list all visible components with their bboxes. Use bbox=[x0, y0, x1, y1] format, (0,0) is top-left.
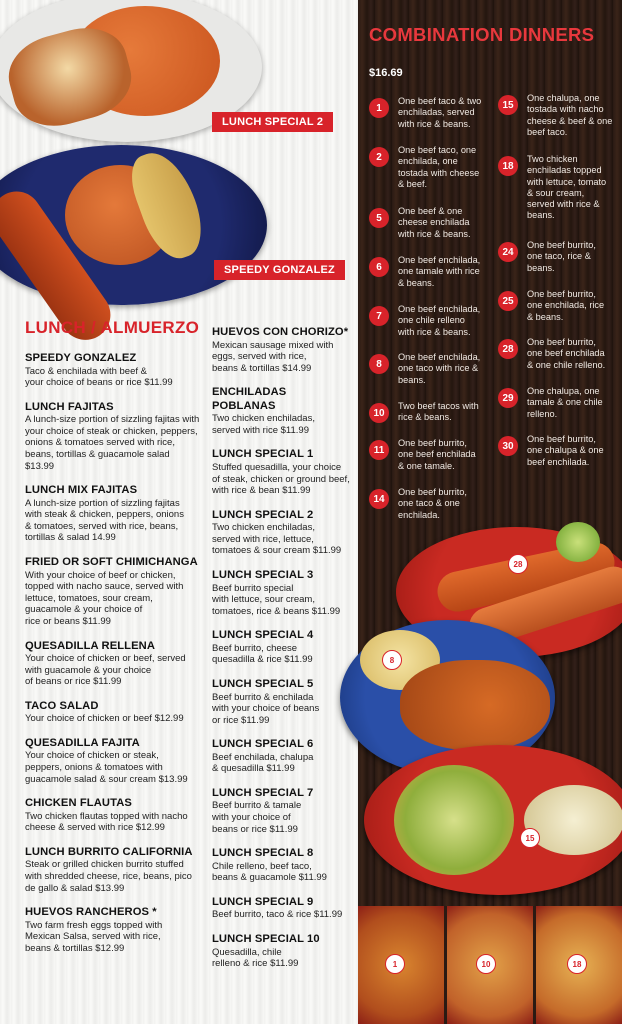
menu-item-desc: Two chicken enchiladas, served with rice, lettuce, tomatoes & sour cream $11.99 bbox=[212, 522, 342, 557]
combo-desc: One beef burrito, one taco, rice & beans. bbox=[527, 240, 596, 273]
combo-number-badge: 7 bbox=[369, 306, 389, 326]
menu-item-desc: Taco & enchilada with beef & your choice of beans or rice $11.99 bbox=[25, 365, 173, 389]
menu-item bbox=[25, 401, 205, 472]
combo-desc: One beef taco, one enchilada, one tostada with cheese & beef. bbox=[398, 145, 480, 189]
menu-item-desc: Beef burrito special with lettuce, sour cream, tomatoes, rice & beans $11.99 bbox=[212, 582, 341, 617]
combo-number-badge: 2 bbox=[369, 147, 389, 167]
combo-number-badge: 30 bbox=[498, 436, 518, 456]
combo-item bbox=[369, 487, 467, 521]
photo-number-tag: 10 bbox=[476, 954, 496, 974]
menu-item bbox=[25, 906, 205, 954]
combo-number-badge: 11 bbox=[369, 440, 389, 460]
combination-title: COMBINATION DINNERS bbox=[369, 24, 595, 45]
menu-item-name: LUNCH SPECIAL 1 bbox=[212, 448, 314, 461]
combo-desc: Two chicken enchiladas topped with lettuce, tomato & sour cream, served with rice & beans. bbox=[527, 154, 607, 221]
enchilada-food bbox=[400, 660, 550, 750]
combo-desc: One chalupa, one tostada with nacho cheese & beef & one beef taco. bbox=[527, 93, 613, 137]
combo-item bbox=[369, 96, 481, 130]
menu-item bbox=[25, 484, 205, 544]
combo-desc: One beef enchilada, one chile relleno with rice & beans. bbox=[398, 304, 481, 337]
menu-item-desc: Stuffed quesadilla, your choice of steak, chicken or ground beef, with rice & bean $11.99 bbox=[212, 461, 350, 497]
menu-item-desc: Quesadilla, chile relleno & rice $11.99 bbox=[212, 946, 299, 970]
combo-number-badge: 28 bbox=[498, 339, 518, 359]
menu-item-name: LUNCH MIX FAJITAS bbox=[25, 484, 138, 497]
menu-item bbox=[212, 847, 352, 884]
menu-item bbox=[25, 737, 205, 785]
combo-desc: Two beef tacos with rice & beans. bbox=[398, 401, 479, 423]
menu-item-name: LUNCH SPECIAL 3 bbox=[212, 569, 314, 582]
lunch-column-1 bbox=[25, 352, 205, 966]
menu-item-name: TACO SALAD bbox=[25, 699, 99, 712]
combo-number-badge: 29 bbox=[498, 388, 518, 408]
combo-number-badge: 6 bbox=[369, 257, 389, 277]
menu-item-name: QUESADILLA FAJITA bbox=[25, 736, 140, 749]
speedy-gonzalez-label: SPEEDY GONZALEZ bbox=[214, 260, 345, 280]
menu-item bbox=[212, 678, 352, 726]
menu-item-name: CHICKEN FLAUTAS bbox=[25, 797, 132, 810]
combo-item bbox=[498, 289, 604, 323]
combo-desc: One beef enchilada, one tamale with rice & beans. bbox=[398, 255, 481, 288]
menu-item bbox=[212, 787, 352, 835]
menu-item bbox=[25, 846, 205, 894]
menu-item bbox=[212, 738, 352, 775]
menu-item-desc: Two chicken enchiladas, served with rice $11.99 bbox=[212, 413, 315, 436]
menu-item-desc: With your choice of beef or chicken, topped with nacho sauce, served with lettuce, tomatoes, sour cream, guacamole & your choice of rice or beans $11.99 bbox=[25, 569, 184, 627]
menu-item bbox=[212, 448, 352, 496]
combo-item bbox=[369, 206, 471, 240]
combo-item bbox=[498, 386, 603, 420]
combo-number-badge: 5 bbox=[369, 208, 389, 228]
menu-item-name: ENCHILADAS POBLANAS bbox=[212, 386, 287, 412]
menu-item bbox=[25, 700, 205, 725]
menu-item bbox=[212, 509, 352, 557]
menu-item bbox=[212, 896, 352, 921]
menu-item-name: LUNCH SPECIAL 2 bbox=[212, 508, 314, 521]
menu-item bbox=[212, 933, 352, 970]
combo-item bbox=[369, 304, 480, 338]
combo-item bbox=[498, 154, 606, 222]
menu-item-desc: Your choice of chicken or beef $12.99 bbox=[25, 713, 184, 725]
combo-number-badge: 1 bbox=[369, 98, 389, 118]
combo-number-badge: 8 bbox=[369, 354, 389, 374]
menu-item bbox=[212, 386, 352, 436]
speedy-gonzalez-photo bbox=[0, 145, 267, 305]
menu-item-desc: Two chicken flautas topped with nacho cheese & served with rice $12.99 bbox=[25, 810, 188, 834]
menu-item-desc: Chile relleno, beef taco, beans & guacamole $11.99 bbox=[212, 860, 327, 884]
menu-item bbox=[212, 326, 352, 374]
combo-desc: One beef burrito, one beef enchilada & one tamale. bbox=[398, 438, 476, 471]
menu-item-desc: Mexican sausage mixed with eggs, served with rice, beans & tortillas $14.99 bbox=[212, 339, 334, 374]
menu-item bbox=[212, 629, 352, 666]
photo-number-tag: 8 bbox=[382, 650, 402, 670]
combo-number-badge: 18 bbox=[498, 156, 518, 176]
combo-desc: One beef burrito, one beef enchilada & one chile relleno. bbox=[527, 337, 606, 370]
menu-item-name: LUNCH SPECIAL 4 bbox=[212, 629, 314, 642]
menu-item bbox=[25, 797, 205, 834]
menu-item-desc: Beef burrito & tamale with your choice of beans or rice $11.99 bbox=[212, 800, 302, 835]
menu-item-name: FRIED OR SOFT CHIMICHANGA bbox=[25, 556, 198, 569]
menu-item-name: LUNCH SPECIAL 9 bbox=[212, 895, 314, 908]
combo-desc: One beef burrito, one enchilada, rice & beans. bbox=[527, 289, 605, 322]
combo-item bbox=[369, 255, 480, 289]
menu-item bbox=[25, 556, 205, 627]
lime-food bbox=[556, 522, 600, 562]
combo-item bbox=[369, 352, 480, 386]
photo-number-tag: 15 bbox=[520, 828, 540, 848]
tostada-food bbox=[394, 765, 514, 875]
menu-item-desc: Your choice of chicken or steak, peppers, onions & tomatoes with guacamole salad & sour cream $13.99 bbox=[25, 750, 188, 785]
menu-item bbox=[25, 640, 205, 688]
combo-number-badge: 15 bbox=[498, 95, 518, 115]
combo-item bbox=[369, 145, 479, 190]
menu-item-desc: Two farm fresh eggs topped with Mexican Salsa, served with rice, beans & tortillas $12.99 bbox=[25, 919, 163, 954]
combo-item bbox=[498, 93, 612, 138]
combination-price: $16.69 bbox=[369, 67, 403, 79]
menu-item-name: QUESADILLA RELLENA bbox=[25, 639, 156, 652]
menu-item-name: LUNCH FAJITAS bbox=[25, 400, 114, 413]
combo-item bbox=[369, 438, 476, 472]
combo-item bbox=[498, 337, 605, 371]
combo-number-badge: 14 bbox=[369, 489, 389, 509]
menu-item bbox=[212, 569, 352, 617]
combo-item bbox=[369, 401, 479, 424]
combo-item bbox=[498, 240, 596, 274]
photo-number-tag: 28 bbox=[508, 554, 528, 574]
menu-item-name: LUNCH SPECIAL 6 bbox=[212, 738, 314, 751]
menu-item-desc: Your choice of chicken or beef, served with guacamole & your choice of beans or rice $11.99 bbox=[25, 653, 186, 688]
menu-item-desc: Beef burrito & enchilada with your choice of beans or rice $11.99 bbox=[212, 691, 320, 726]
combo-desc: One beef & one cheese enchilada with rice & beans. bbox=[398, 206, 471, 239]
menu-item-name: LUNCH SPECIAL 10 bbox=[212, 933, 320, 946]
lunch-column-2 bbox=[212, 326, 352, 982]
combo-desc: One beef burrito, one chalupa & one beef enchilada. bbox=[527, 434, 604, 467]
combo-item bbox=[498, 434, 604, 468]
combo-desc: One beef burrito, one taco & one enchilada. bbox=[398, 487, 467, 520]
menu-item-name: LUNCH SPECIAL 7 bbox=[212, 786, 314, 799]
combo-number-badge: 24 bbox=[498, 242, 518, 262]
combo-desc: One beef taco & two enchiladas, served with rice & beans. bbox=[398, 96, 482, 129]
photo-number-tag: 18 bbox=[567, 954, 587, 974]
chalupa-food bbox=[524, 785, 622, 855]
photo-number-tag: 1 bbox=[385, 954, 405, 974]
combo-number-badge: 25 bbox=[498, 291, 518, 311]
lunch-section-title: LUNCH / ALMUERZO bbox=[25, 318, 200, 337]
lunch-special-2-label: LUNCH SPECIAL 2 bbox=[212, 112, 333, 132]
menu-item-name: SPEEDY GONZALEZ bbox=[25, 352, 137, 364]
menu-item-name: HUEVOS RANCHEROS * bbox=[25, 906, 157, 919]
menu-item-desc: Beef enchilada, chalupa & quesadilla $11.99 bbox=[212, 751, 314, 775]
menu-item-desc: Beef burrito, cheese quesadilla & rice $11.99 bbox=[212, 642, 313, 666]
menu-item bbox=[25, 352, 205, 389]
menu-item-name: HUEVOS CON CHORIZO* bbox=[212, 326, 349, 338]
menu-item-name: LUNCH SPECIAL 8 bbox=[212, 847, 314, 860]
menu-item-desc: Beef burrito, taco & rice $11.99 bbox=[212, 909, 343, 921]
combo-desc: One beef enchilada, one taco with rice & beans. bbox=[398, 352, 481, 385]
combo-desc: One chalupa, one tamale & one chile relleno. bbox=[527, 386, 603, 419]
menu-item-desc: A lunch-size portion of sizzling fajitas with your choice of steak or chicken, peppers, onions & tomatoes served with rice, beans, tortillas & guacamole salad $13.99 bbox=[25, 414, 200, 472]
menu-item-desc: Steak or grilled chicken burrito stuffed with shredded cheese, rice, beans, pico de gallo & salad $13.99 bbox=[25, 859, 192, 894]
combo-number-badge: 10 bbox=[369, 403, 389, 423]
menu-item-name: LUNCH BURRITO CALIFORNIA bbox=[25, 845, 193, 858]
menu-item-desc: A lunch-size portion of sizzling fajitas with steak & chicken, peppers, onions & tomatoes, served with rice, beans, tortillas & salad 14.99 bbox=[25, 497, 184, 544]
combo-15-photo bbox=[364, 745, 622, 895]
menu-item-name: LUNCH SPECIAL 5 bbox=[212, 678, 314, 690]
